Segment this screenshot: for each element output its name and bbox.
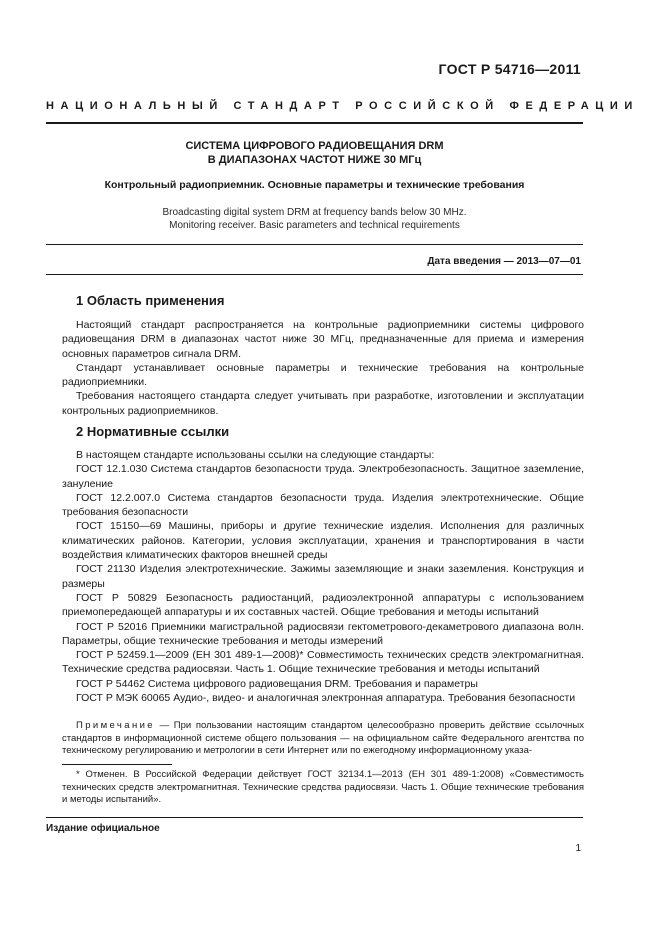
section-1-paragraph: Стандарт устанавливает основные параметры и технические требования на контрольные радиоприемники. [62, 361, 584, 389]
english-title-line-1: Broadcasting digital system DRM at frequency bands below 30 MHz. [162, 207, 467, 218]
reference-item: ГОСТ Р 50829 Безопасность радиостанций, радиоэлектронной аппаратуры с использованием приемопередающей аппаратуры и их составных частей. Общие требования и методы испытаний [62, 591, 584, 619]
effective-date: Дата введения — 2013—07—01 [427, 256, 581, 267]
reference-item: ГОСТ 12.1.030 Система стандартов безопасности труда. Электробезопасность. Защитное заземление, зануление [62, 463, 584, 490]
reference-item: ГОСТ 15150—69 Машины, приборы и другие технические изделия. Исполнения для различных климатических районов. Категории, условия эксплуатации, хранения и транспортирования в части воздействия климатических факторов внешней среды [62, 520, 584, 562]
section-1-paragraph: Настоящий стандарт распространяется на контрольные радиоприемники системы цифрового радиовещания DRM в диапазонах частот ниже 30 МГц, предназначенные для приема и измерения основных параметров сигнала DRM. [62, 319, 584, 360]
section-2-heading: 2 Нормативные ссылки [76, 424, 230, 439]
title-rule [46, 244, 583, 245]
title-line-1: СИСТЕМА ЦИФРОВОГО РАДИОВЕЩАНИЯ DRM [185, 140, 444, 152]
footnote [62, 769, 584, 807]
national-standard-banner: НАЦИОНАЛЬНЫЙ СТАНДАРТ РОССИЙСКОЙ ФЕДЕРАЦИИ [46, 100, 639, 112]
reference-item: ГОСТ 12.2.007.0 Система стандартов безопасности труда. Изделия электротехнические. Общие требования безопасности [62, 491, 584, 519]
reference-item: ГОСТ 21130 Изделия электротехнические. Зажимы заземляющие и знаки заземления. Конструкция и размеры [62, 563, 584, 590]
english-title-line-2: Monitoring receiver. Basic parameters and technical requirements [169, 220, 460, 231]
note-label: Примечание [76, 720, 155, 731]
section-1-heading: 1 Область применения [76, 293, 225, 308]
footer-rule [46, 817, 583, 818]
note-text: — При пользовании настоящим стандартом целесообразно проверить действие ссылочных стандартов в информационной системе общего пользования — на официальном сайте Федерального агентства по техническому регулированию и метрологии в сети Интернет или по ежегодному информационному указа- [62, 720, 584, 757]
section-2-body [62, 448, 584, 705]
section-1-body [62, 318, 584, 418]
reference-item: ГОСТ Р 52016 Приемники магистральной радиосвязи гектометрового-декаметрового диапазона волн. Параметры, общие технические требования и методы измерений [62, 620, 584, 647]
section-1-paragraph: Требования настоящего стандарта следует учитывать при разработке, изготовлении и эксплуатации контрольных радиоприемников. [62, 390, 584, 417]
section-2-paragraph: В настоящем стандарте использованы ссылки на следующие стандарты: [76, 449, 435, 461]
document-title [46, 139, 583, 167]
header-rule [46, 122, 583, 124]
official-edition-label: Издание официальное [46, 823, 160, 834]
document-subtitle: Контрольный радиоприемник. Основные параметры и технические требования [104, 179, 525, 191]
standard-number: ГОСТ Р 54716—2011 [438, 61, 581, 77]
note [62, 720, 584, 758]
date-rule [46, 274, 583, 275]
footnote-rule [62, 764, 172, 765]
title-line-2: В ДИАПАЗОНАХ ЧАСТОТ НИЖЕ 30 МГц [207, 154, 422, 166]
reference-item: ГОСТ Р 52459.1—2009 (ЕН 301 489-1—2008)* Совместимость технических средств электромагнитная. Технические средства радиосвязи. Часть 1. Общие технические требования и методы испытаний [62, 649, 584, 676]
reference-item: ГОСТ Р 54462 Система цифрового радиовещания DRM. Требования и параметры [76, 677, 478, 690]
english-title [46, 206, 583, 232]
reference-item: ГОСТ Р МЭК 60065 Аудио-, видео- и аналогичная электронная аппаратура. Требования безопасности [76, 692, 576, 705]
footnote-text: * Отменен. В Российской Федерации действует ГОСТ 32134.1—2013 (ЕН 301 489-1:2008) «Совместимость технических средств электромагнитная. Технические средства радиосвязи. Часть 1. Общие технические требования и методы испытаний». [62, 769, 584, 806]
page-number: 1 [575, 843, 581, 854]
